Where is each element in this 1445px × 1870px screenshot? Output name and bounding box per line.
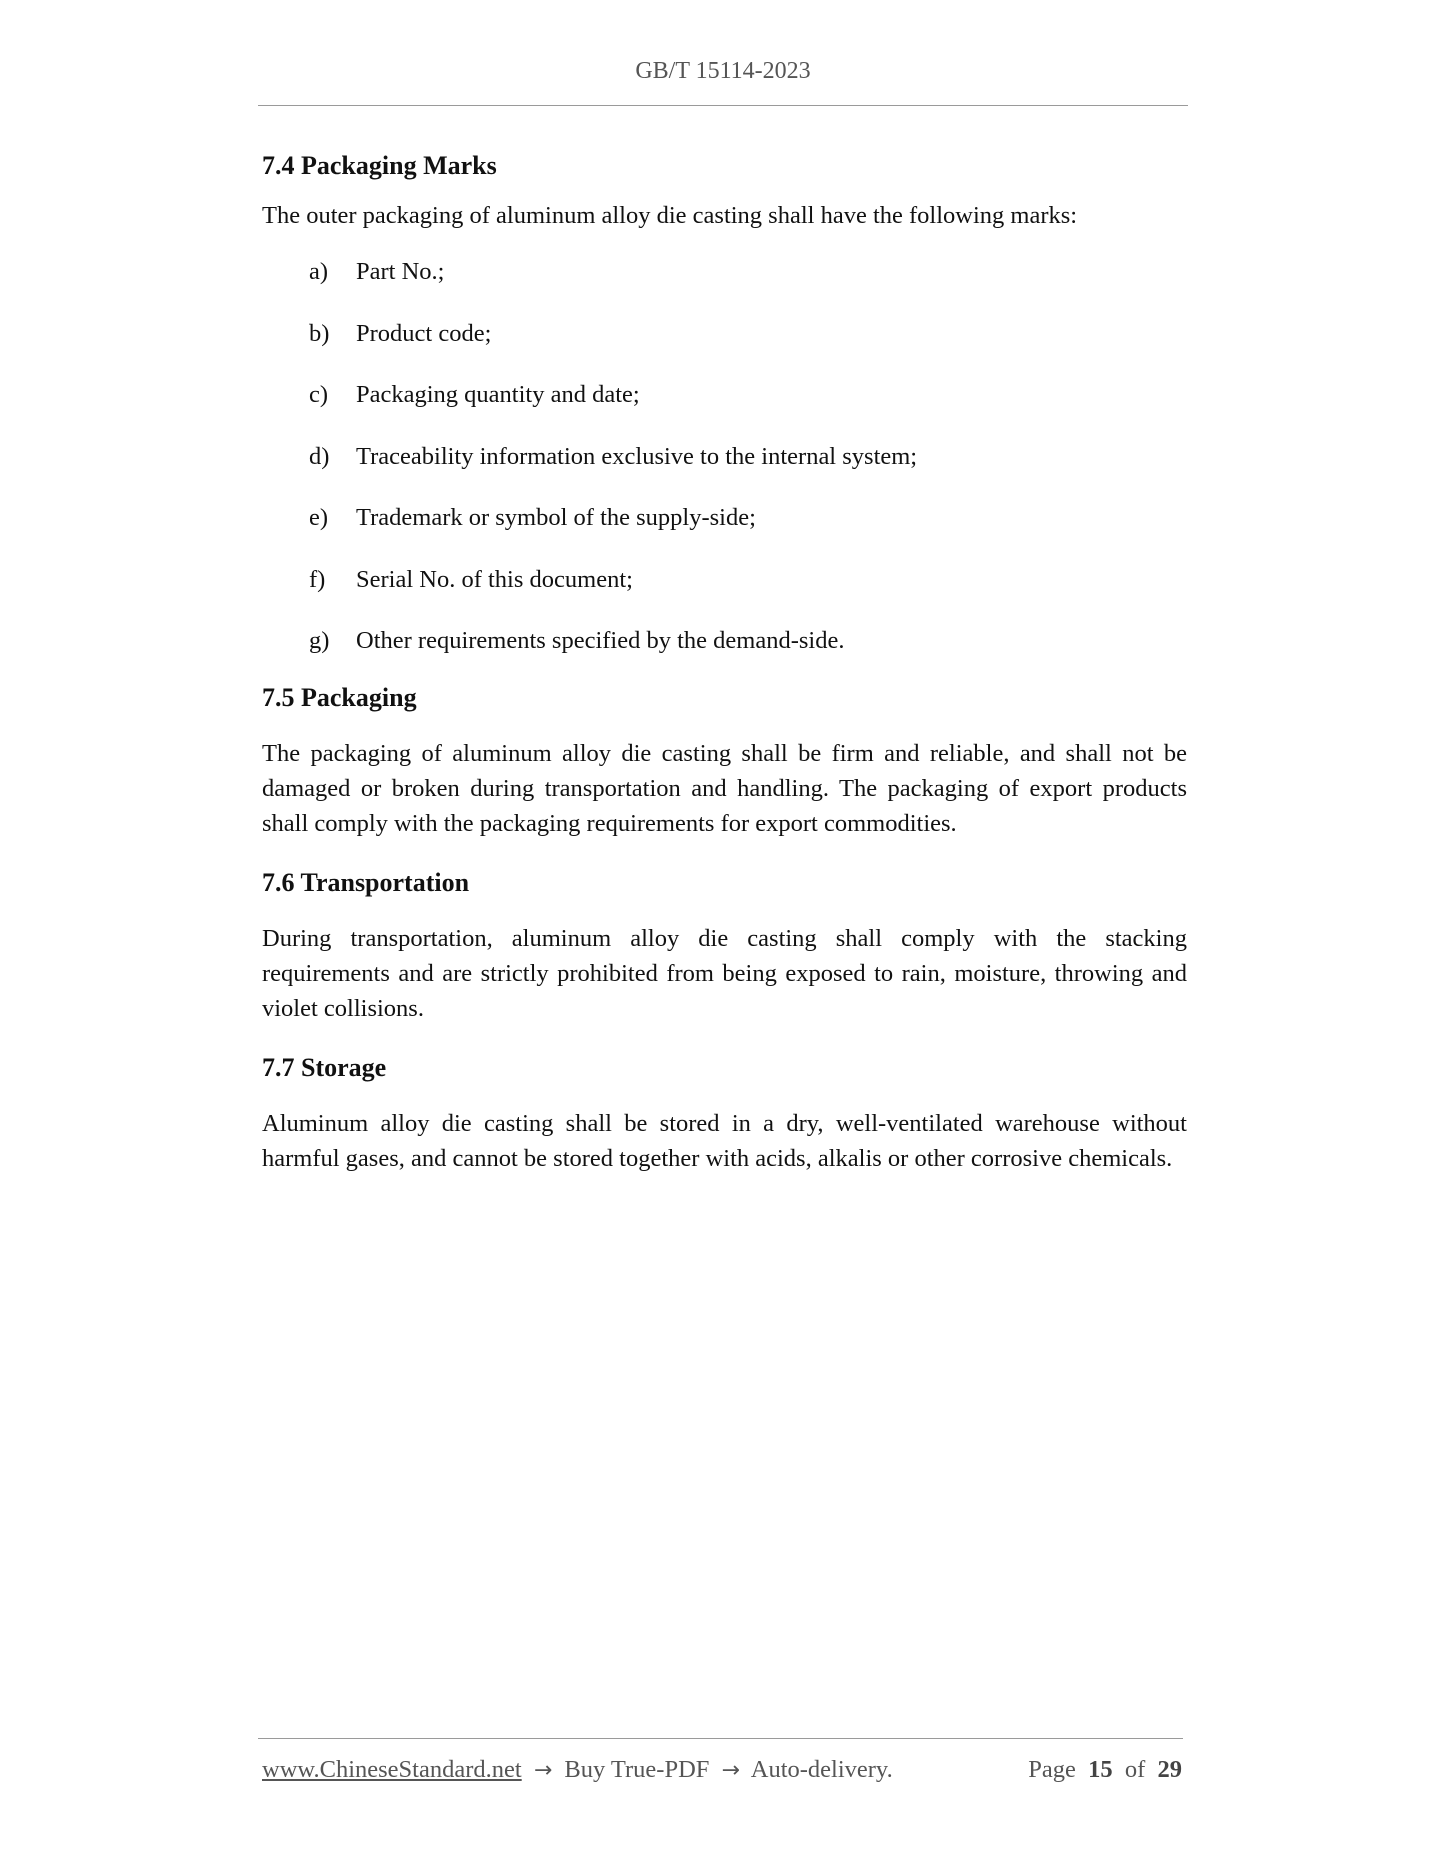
list-marker: e): [309, 504, 329, 532]
section-body: Aluminum alloy die casting shall be stored in a dry, well-ventilated warehouse without harmful gases, and cannot be stored together with acids, alkalis or other corrosive chemicals.: [262, 1109, 1187, 1172]
list-text: Traceability information exclusive to the internal system;: [356, 442, 918, 470]
list-text: Part No.;: [356, 258, 445, 286]
header-divider: [258, 105, 1188, 106]
list-item: [262, 426, 1187, 488]
footer-promo: [262, 1756, 893, 1784]
list-item: [262, 610, 1187, 672]
list-marker: b): [309, 319, 330, 347]
website-link[interactable]: www.ChineseStandard.net: [262, 1756, 522, 1783]
auto-delivery-text: Auto-delivery.: [750, 1756, 893, 1783]
arrow-right-icon: →: [721, 1758, 740, 1783]
list-item: [262, 303, 1187, 365]
page-footer: [262, 1756, 1182, 1784]
section-heading: 7.6 Transportation: [262, 867, 470, 897]
section-7-6: [262, 857, 1187, 1026]
page-total: 29: [1157, 1756, 1182, 1783]
page-content: [262, 140, 1187, 1192]
list-text: Other requirements specified by the demand-side.: [356, 627, 845, 655]
section-7-4: [262, 140, 1187, 672]
list-marker: g): [309, 627, 330, 655]
list-marker: c): [309, 381, 329, 409]
list-text: Trademark or symbol of the supply-side;: [356, 504, 756, 532]
section-7-7: [262, 1042, 1187, 1176]
list-text: Serial No. of this document;: [356, 565, 633, 593]
list-text: Packaging quantity and date;: [356, 381, 640, 409]
list-text: Product code;: [356, 319, 492, 347]
marks-list: [262, 241, 1187, 672]
buy-pdf-text: Buy True-PDF: [564, 1756, 710, 1783]
section-intro: The outer packaging of aluminum alloy die casting shall have the following marks:: [262, 202, 1078, 229]
list-item: [262, 549, 1187, 611]
list-marker: a): [309, 258, 329, 286]
section-heading: 7.4 Packaging Marks: [262, 151, 497, 180]
footer-divider: [258, 1738, 1183, 1739]
section-heading: 7.7 Storage: [262, 1052, 387, 1082]
arrow-right-icon: →: [533, 1758, 553, 1783]
section-7-5: [262, 672, 1187, 841]
page-current: 15: [1088, 1756, 1113, 1783]
list-item: [262, 241, 1187, 303]
of-label: of: [1124, 1756, 1146, 1783]
section-heading: 7.5 Packaging: [262, 682, 417, 712]
list-marker: f): [309, 565, 326, 593]
header-standard-code: GB/T 15114-2023: [635, 58, 811, 84]
list-item: [262, 364, 1187, 426]
page-label: Page: [1028, 1756, 1076, 1783]
section-body: The packaging of aluminum alloy die casting shall be firm and reliable, and shall not be damaged or broken during transportation and handling. The packaging of export products shall comply with the packaging requirements for export commodities.: [262, 739, 1187, 837]
page-number: [1028, 1756, 1182, 1784]
section-body: During transportation, aluminum alloy die casting shall comply with the stacking requirements and are strictly prohibited from being exposed to rain, moisture, throwing and violet collisions.: [262, 924, 1187, 1022]
list-marker: d): [309, 442, 330, 470]
list-item: [262, 487, 1187, 549]
